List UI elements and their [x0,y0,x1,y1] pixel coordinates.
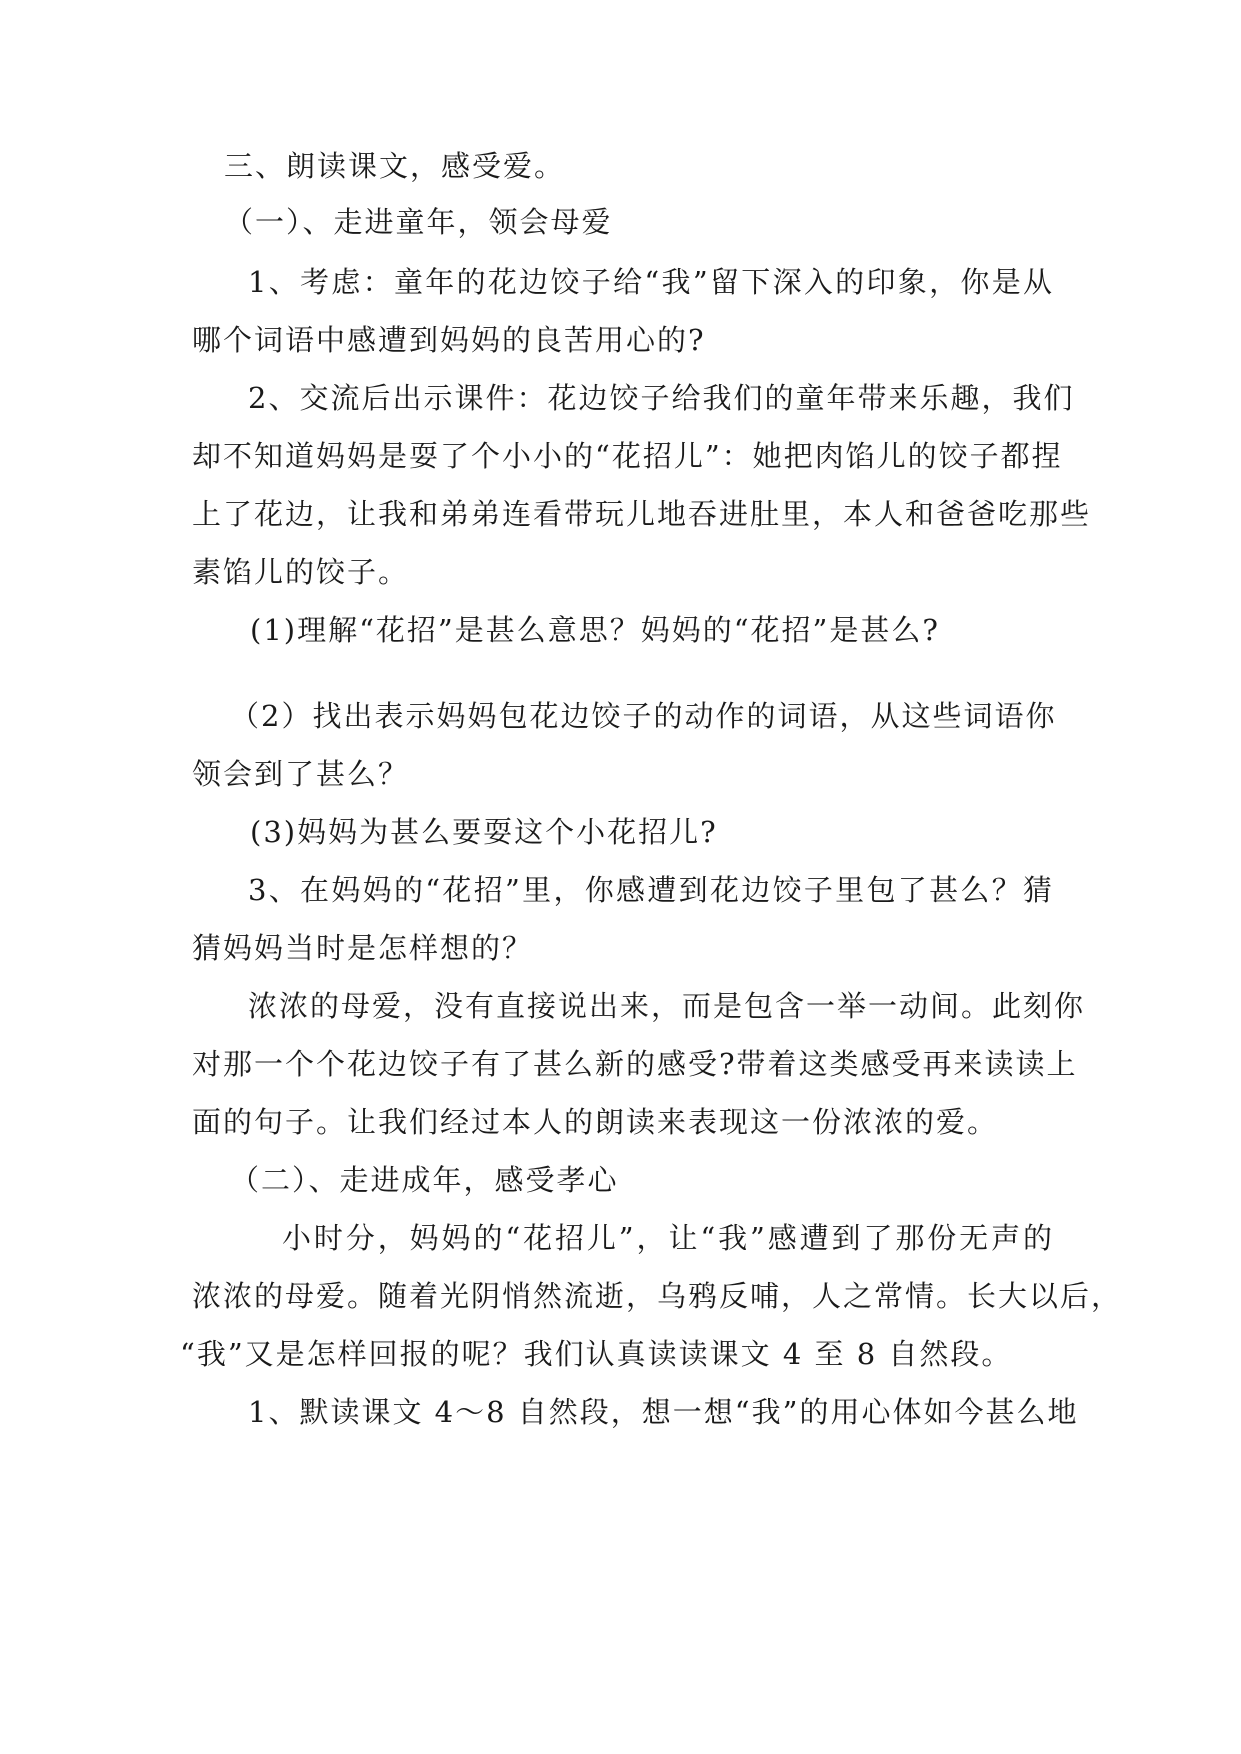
question-1-line-1: 1、考虑：童年的花边饺子给“我”留下深入的印象，你是从 [248,265,1054,299]
intro-line-1: 小时分，妈妈的“花招儿”，让“我”感遭到了那份无声的 [282,1221,1054,1255]
item-2-line-2: 却不知道妈妈是耍了个小小的“花招儿”：她把肉馅儿的饺子都捏 [192,439,1063,473]
question-3-line-2: 猜妈妈当时是怎样想的？ [192,931,534,965]
intro-line-2: 浓浓的母爱。随着光阴悄然流逝，乌鸦反哺，人之常情。长大以后， [192,1279,1123,1313]
sub-question-2-line-2: 领会到了甚么？ [192,757,410,791]
summary-line-3: 面的句子。让我们经过本人的朗读来表现这一份浓浓的爱。 [192,1105,999,1139]
item-2-line-3: 上了花边，让我和弟弟连看带玩儿地吞进肚里，本人和爸爸吃那些 [192,497,1092,531]
question-1-line-2: 哪个词语中感遭到妈妈的良苦用心的? [192,323,706,357]
section-heading-three: 三、朗读课文，感受爱。 [224,149,566,183]
item-2-line-1: 2、交流后出示课件：花边饺子给我们的童年带来乐趣，我们 [248,381,1075,415]
summary-line-2: 对那一个个花边饺子有了甚么新的感受?带着这类感受再来读读上 [192,1047,1078,1081]
summary-line-1: 浓浓的母爱，没有直接说出来，而是包含一举一动间。此刻你 [248,989,1086,1023]
subsection-heading-one: （一）、走进童年，领会母爱 [224,205,613,239]
sub-question-2-line-1: （2）找出表示妈妈包花边饺子的动作的词语，从这些词语你 [230,699,1057,733]
sub-question-3: (3)妈妈为甚么要耍这个小花招儿? [250,815,718,849]
item-2-line-4: 素馅儿的饺子。 [192,555,410,589]
question-3-line-1: 3、在妈妈的“花招”里，你感遭到花边饺子里包了甚么？猜 [248,873,1054,907]
task-1-line-1: 1、默读课文 4～8 自然段，想一想“我”的用心体如今甚么地 [248,1395,1079,1429]
sub-question-1: (1)理解“花招”是甚么意思？妈妈的“花招”是甚么? [250,613,940,647]
intro-line-3: “我”又是怎样回报的呢？我们认真读读课文 4 至 8 自然段。 [180,1337,1013,1371]
subsection-heading-two: （二）、走进成年，感受孝心 [230,1163,619,1197]
